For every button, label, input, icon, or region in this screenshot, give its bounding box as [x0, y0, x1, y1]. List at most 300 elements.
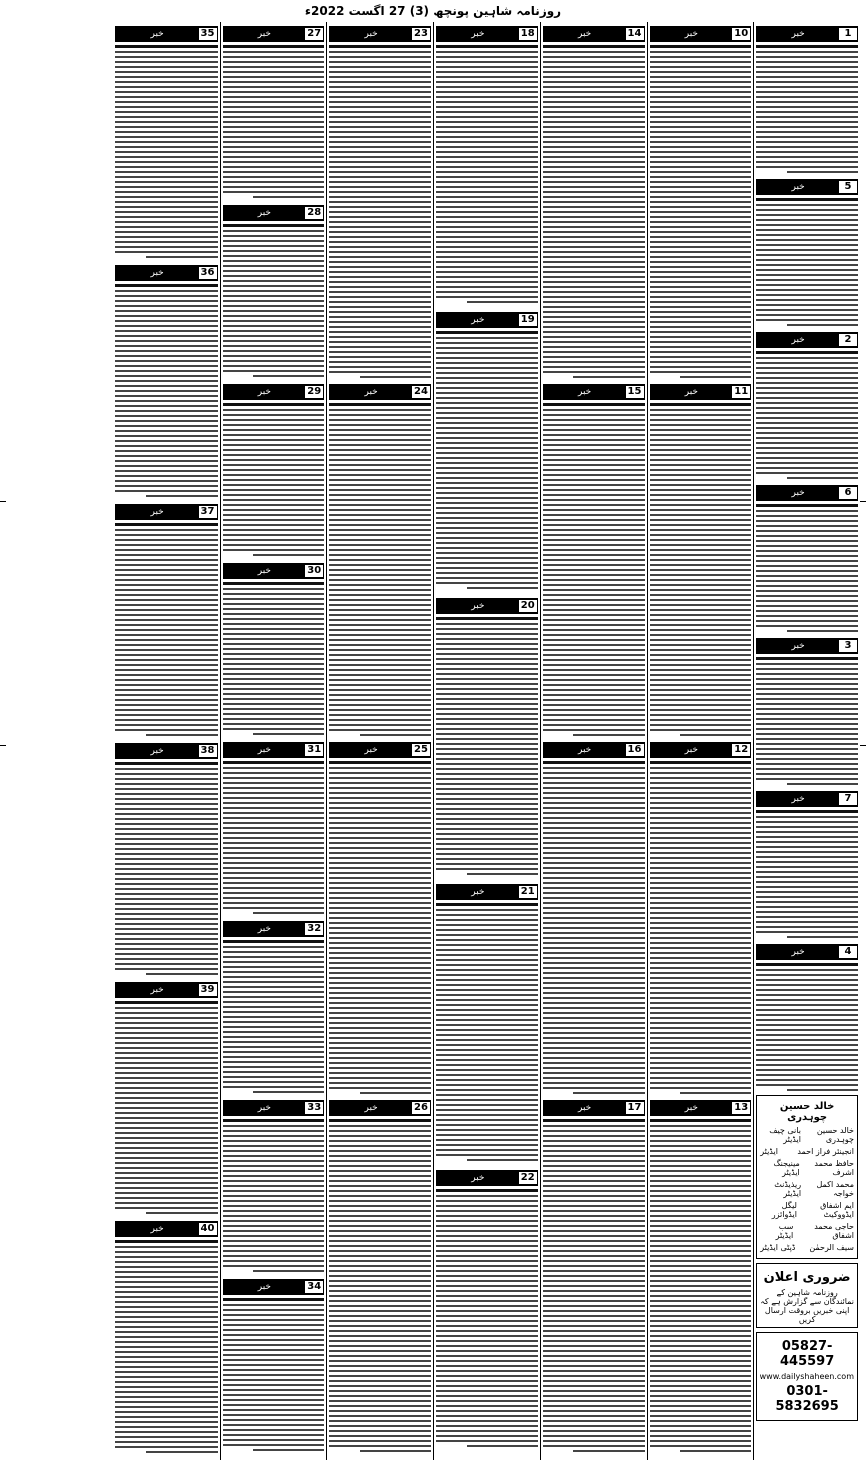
text-line [223, 718, 325, 720]
text-line [436, 1089, 538, 1091]
text-line [115, 719, 218, 721]
text-line [756, 693, 858, 695]
text-line [436, 347, 538, 349]
text-line [223, 1210, 325, 1212]
text-line [436, 236, 538, 238]
news-item-header [650, 384, 752, 400]
news-item [436, 310, 538, 592]
text-line [436, 537, 538, 539]
text-line [115, 405, 218, 407]
text-line [543, 241, 645, 243]
text-line [543, 1155, 645, 1157]
text-line [436, 562, 538, 564]
text-line [650, 346, 752, 348]
text-line [543, 121, 645, 123]
text-line [436, 1320, 538, 1322]
text-line [436, 191, 538, 193]
text-line [436, 939, 538, 941]
text-line [787, 630, 858, 632]
text-line [115, 649, 218, 651]
text-line [543, 71, 645, 73]
news-item-number: 22 [519, 1172, 537, 1184]
text-line [650, 892, 752, 894]
news-item-number: 28 [305, 207, 323, 219]
text-line [329, 1215, 431, 1217]
text-line [115, 768, 218, 770]
text-line [756, 432, 858, 434]
news-item-number: 36 [199, 267, 217, 279]
news-item-number: 30 [305, 565, 323, 577]
text-line [329, 1007, 431, 1009]
text-line [115, 823, 218, 825]
text-line [543, 341, 645, 343]
text-line [543, 454, 645, 456]
text-line [223, 1419, 325, 1421]
text-line [115, 778, 218, 780]
text-line [360, 1450, 431, 1452]
text-line [253, 1091, 324, 1093]
text-line [115, 788, 218, 790]
text-line [223, 802, 325, 804]
text-line [436, 567, 538, 569]
text-line [756, 392, 858, 394]
text-line [543, 982, 645, 984]
text-line [436, 226, 538, 228]
text-line [543, 1077, 645, 1079]
text-line [223, 1399, 325, 1401]
text-line [436, 166, 538, 168]
text-line [436, 1285, 538, 1287]
text-line [115, 161, 218, 163]
text-line [436, 402, 538, 404]
text-line [543, 1320, 645, 1322]
text-line [329, 211, 431, 213]
text-line [223, 71, 325, 73]
text-line [115, 435, 218, 437]
text-line [115, 340, 218, 342]
text-line [115, 1077, 218, 1079]
text-line [543, 1170, 645, 1172]
text-line [436, 788, 538, 790]
text-line [543, 414, 645, 416]
text-line [543, 211, 645, 213]
text-line [680, 376, 751, 378]
text-line [650, 767, 752, 769]
text-line [223, 1150, 325, 1152]
news-item-header [436, 598, 538, 614]
text-line [756, 615, 858, 617]
news-item-label: خبر [791, 488, 805, 498]
text-line [436, 853, 538, 855]
text-line [115, 86, 218, 88]
text-line [223, 265, 325, 267]
text-line [115, 813, 218, 815]
text-line [223, 623, 325, 625]
text-line [329, 1062, 431, 1064]
text-line [543, 724, 645, 726]
text-line [436, 156, 538, 158]
text-line [115, 1436, 218, 1438]
text-line [650, 877, 752, 879]
text-line [543, 1290, 645, 1292]
text-line [543, 967, 645, 969]
text-line [223, 166, 325, 168]
text-line [650, 1420, 752, 1422]
text-line [115, 1057, 218, 1059]
news-item-label: خبر [578, 29, 592, 39]
text-line [115, 1122, 218, 1124]
text-line [329, 1360, 431, 1362]
text-line [650, 509, 752, 511]
news-item-number: 27 [305, 28, 323, 40]
news-item-label: خبر [150, 507, 164, 517]
text-line [329, 266, 431, 268]
text-line [329, 1067, 431, 1069]
news-item [223, 740, 325, 915]
text-line [436, 668, 538, 670]
text-line [543, 1037, 645, 1039]
text-line [115, 121, 218, 123]
text-line [115, 1371, 218, 1373]
text-line [223, 295, 325, 297]
text-line [756, 372, 858, 374]
text-line [115, 1246, 218, 1248]
text-line [115, 1112, 218, 1114]
text-line [115, 1117, 218, 1119]
news-body-text [436, 903, 538, 1161]
text-line [436, 211, 538, 213]
text-line [115, 355, 218, 357]
text-line [115, 523, 218, 526]
news-item [223, 203, 325, 378]
text-line [543, 291, 645, 293]
text-line [329, 1082, 431, 1084]
text-line [329, 414, 431, 416]
text-line [223, 1354, 325, 1356]
text-line [329, 534, 431, 536]
text-line [756, 1064, 858, 1066]
news-item-header [329, 1100, 431, 1116]
text-line [253, 1270, 324, 1272]
text-line [756, 969, 858, 971]
text-line [756, 126, 858, 128]
text-line [756, 728, 858, 730]
text-line [650, 589, 752, 591]
news-item [115, 502, 218, 737]
text-line [543, 1340, 645, 1342]
text-line [756, 570, 858, 572]
text-line [329, 351, 431, 353]
text-line [329, 1185, 431, 1187]
text-line [756, 931, 858, 933]
text-line [756, 437, 858, 439]
text-line [650, 634, 752, 636]
text-line [436, 903, 538, 906]
text-line [223, 171, 325, 173]
text-line [650, 1012, 752, 1014]
text-line [329, 281, 431, 283]
text-line [223, 940, 325, 943]
text-line [543, 1345, 645, 1347]
text-line [756, 984, 858, 986]
text-line [115, 1007, 218, 1009]
text-line [223, 1071, 325, 1073]
text-line [223, 693, 325, 695]
text-line [115, 1127, 218, 1129]
text-line [329, 1305, 431, 1307]
text-line [329, 1200, 431, 1202]
text-line [115, 116, 218, 118]
text-line [543, 827, 645, 829]
text-line [650, 972, 752, 974]
text-line [115, 1261, 218, 1263]
news-item-number: 11 [732, 386, 750, 398]
text-line [436, 969, 538, 971]
news-item-header [543, 742, 645, 758]
news-body-text [223, 224, 325, 377]
news-body-text [115, 45, 218, 258]
text-line [756, 402, 858, 404]
news-item-header [223, 384, 325, 400]
text-line [756, 1049, 858, 1051]
text-line [223, 534, 325, 536]
news-item [543, 740, 645, 1094]
text-line [543, 1315, 645, 1317]
text-line [115, 1207, 218, 1209]
news-body-text [756, 198, 858, 326]
news-item-label: خبر [791, 29, 805, 39]
text-line [543, 1295, 645, 1297]
text-line [329, 604, 431, 606]
text-line [436, 1149, 538, 1151]
news-body-text [543, 1119, 645, 1452]
news-item-label: خبر [471, 1173, 485, 1183]
text-line [756, 673, 858, 675]
text-line [543, 1445, 645, 1447]
text-line [436, 45, 538, 48]
text-line [543, 449, 645, 451]
news-item-header [223, 1100, 325, 1116]
text-line [436, 377, 538, 379]
text-line [436, 1069, 538, 1071]
text-line [650, 156, 752, 158]
text-line [650, 336, 752, 338]
text-line [543, 126, 645, 128]
text-line [650, 81, 752, 83]
text-line [223, 688, 325, 690]
text-line [329, 549, 431, 551]
text-line [650, 1245, 752, 1247]
text-line [115, 1411, 218, 1413]
text-line [543, 76, 645, 78]
text-line [650, 724, 752, 726]
text-line [650, 221, 752, 223]
text-line [543, 529, 645, 531]
text-line [436, 442, 538, 444]
text-line [543, 972, 645, 974]
text-line [223, 275, 325, 277]
text-line [543, 1165, 645, 1167]
text-line [650, 371, 752, 373]
text-line [756, 718, 858, 720]
text-line [329, 106, 431, 108]
text-line [329, 186, 431, 188]
text-line [650, 797, 752, 799]
text-line [115, 843, 218, 845]
text-line [115, 56, 218, 58]
text-line [756, 146, 858, 148]
news-item [543, 1098, 645, 1452]
text-line [650, 902, 752, 904]
text-line [436, 1235, 538, 1237]
text-line [436, 407, 538, 409]
text-line [115, 310, 218, 312]
text-line [543, 1057, 645, 1059]
text-line [223, 76, 325, 78]
text-line [223, 1319, 325, 1321]
text-line [650, 1119, 752, 1122]
text-line [436, 1129, 538, 1131]
text-line [756, 319, 858, 321]
text-line [756, 881, 858, 883]
text-line [650, 852, 752, 854]
text-line [115, 833, 218, 835]
text-line [543, 1220, 645, 1222]
text-line [650, 449, 752, 451]
text-line [115, 51, 218, 53]
text-line [329, 321, 431, 323]
text-line [650, 1240, 752, 1242]
text-line [543, 1125, 645, 1127]
text-line [329, 1210, 431, 1212]
text-line [329, 1345, 431, 1347]
text-line [650, 166, 752, 168]
text-line [543, 599, 645, 601]
text-line [223, 1235, 325, 1237]
text-line [115, 196, 218, 198]
text-line [436, 1280, 538, 1282]
text-line [436, 683, 538, 685]
text-line [223, 464, 325, 466]
text-line [436, 1084, 538, 1086]
text-line [436, 246, 538, 248]
text-line [436, 1440, 538, 1442]
text-line [436, 171, 538, 173]
text-line [329, 832, 431, 834]
text-line [115, 241, 218, 243]
text-line [650, 977, 752, 979]
text-line [223, 454, 325, 456]
text-line [329, 842, 431, 844]
text-line [650, 226, 752, 228]
text-line [329, 1310, 431, 1312]
text-line [329, 787, 431, 789]
text-line [650, 1027, 752, 1029]
text-line [329, 1230, 431, 1232]
text-line [329, 902, 431, 904]
text-line [436, 617, 538, 620]
text-line [650, 992, 752, 994]
text-line [543, 61, 645, 63]
text-line [223, 424, 325, 426]
text-line [756, 131, 858, 133]
news-body-text [223, 403, 325, 556]
text-line [650, 529, 752, 531]
text-line [223, 1329, 325, 1331]
text-line [436, 1094, 538, 1096]
text-line [650, 872, 752, 874]
text-line [436, 833, 538, 835]
text-line [650, 351, 752, 353]
text-line [329, 594, 431, 596]
text-line [329, 614, 431, 616]
text-line [543, 862, 645, 864]
text-line [756, 663, 858, 665]
text-line [650, 1320, 752, 1322]
text-line [436, 367, 538, 369]
text-line [756, 1054, 858, 1056]
text-line [543, 842, 645, 844]
text-line [329, 1037, 431, 1039]
text-line [329, 1042, 431, 1044]
text-line [329, 694, 431, 696]
text-line [115, 654, 218, 656]
news-item [329, 24, 431, 378]
text-line [329, 599, 431, 601]
text-line [436, 572, 538, 574]
text-line [756, 520, 858, 522]
text-line [543, 489, 645, 491]
text-line [543, 554, 645, 556]
news-item-number: 14 [626, 28, 644, 40]
text-line [650, 787, 752, 789]
text-line [543, 1062, 645, 1064]
text-line [543, 1370, 645, 1372]
text-line [650, 96, 752, 98]
text-line [543, 256, 645, 258]
text-line [436, 974, 538, 976]
news-item [756, 942, 858, 1091]
text-line [115, 1296, 218, 1298]
text-line [543, 419, 645, 421]
text-line [329, 669, 431, 671]
text-line [543, 912, 645, 914]
text-line [115, 1147, 218, 1149]
text-line [650, 1072, 752, 1074]
text-line [543, 772, 645, 774]
text-line [543, 1150, 645, 1152]
text-line [436, 1405, 538, 1407]
text-line [756, 279, 858, 281]
text-line [329, 857, 431, 859]
text-line [436, 56, 538, 58]
text-line [436, 542, 538, 544]
text-line [543, 151, 645, 153]
text-line [543, 1265, 645, 1267]
text-line [436, 1054, 538, 1056]
text-line [329, 629, 431, 631]
text-line [543, 86, 645, 88]
text-line [329, 802, 431, 804]
text-line [650, 1032, 752, 1034]
text-line [650, 1185, 752, 1187]
news-item [223, 382, 325, 557]
news-body-text [329, 45, 431, 378]
text-line [223, 479, 325, 481]
text-line [115, 1097, 218, 1099]
text-line [329, 241, 431, 243]
text-line [436, 66, 538, 68]
